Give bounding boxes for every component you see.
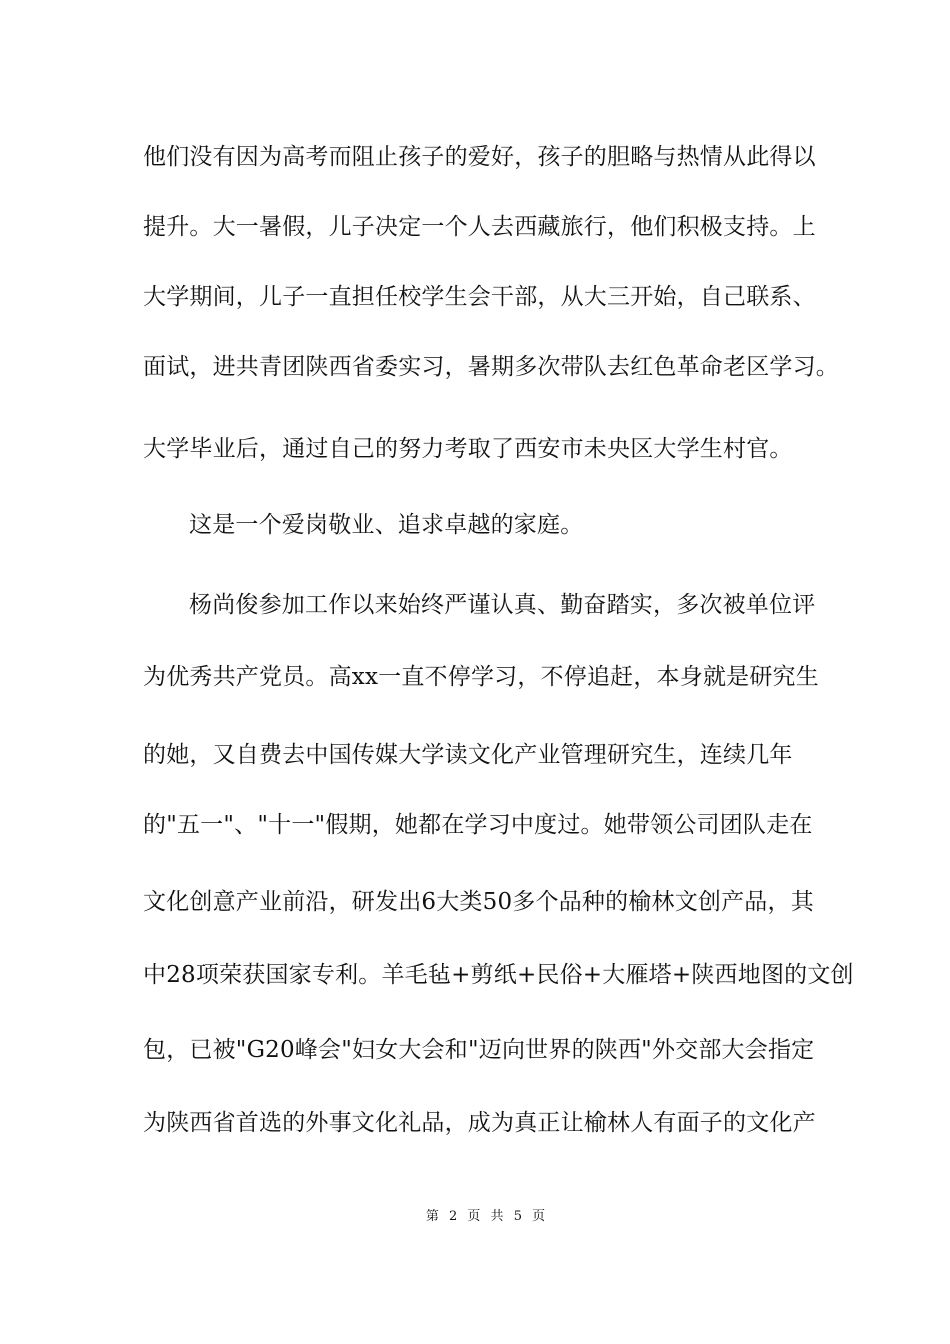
paragraph-line: 为优秀共产党员。高xx一直不停学习，不停追赶，本身就是研究生 <box>143 664 819 690</box>
paragraph-line: 大学期间，儿子一直担任校学生会干部，从大三开始，自己联系、 <box>143 284 816 310</box>
page-number-footer: 第 2 页 共 5 页 <box>425 1209 549 1224</box>
paragraph-line: 的她，又自费去中国传媒大学读文化产业管理研究生，连续几年 <box>143 742 793 768</box>
paragraph-line: 大学毕业后，通过自己的努力考取了西安市未央区大学生村官。 <box>143 436 793 462</box>
paragraph-line: 文化创意产业前沿，研发出6大类50多个品种的榆林文创产品，其 <box>143 889 814 915</box>
paragraph-line: 这是一个爱岗敬业、追求卓越的家庭。 <box>189 512 584 538</box>
paragraph-line: 中28项荣获国家专利。羊毛毡+剪纸+民俗+大雁塔+陕西地图的文创 <box>143 962 854 988</box>
paragraph-line: 为陕西省首选的外事文化礼品，成为真正让榆林人有面子的文化产 <box>143 1110 816 1136</box>
paragraph-line: 他们没有因为高考而阻止孩子的爱好，孩子的胆略与热情从此得以 <box>143 144 816 170</box>
paragraph-line: 包，已被"G20峰会"妇女大会和"迈向世界的陕西"外交部大会指定 <box>143 1037 815 1063</box>
paragraph-line: 面试，进共青团陕西省委实习，暑期多次带队去红色革命老区学习。 <box>143 354 839 380</box>
paragraph-line: 提升。大一暑假，儿子决定一个人去西藏旅行，他们积极支持。上 <box>143 214 816 240</box>
paragraph-line: 的"五一"、"十一"假期，她都在学习中度过。她带领公司团队走在 <box>143 812 813 838</box>
paragraph-line: 杨尚俊参加工作以来始终严谨认真、勤奋踏实，多次被单位评 <box>189 592 816 618</box>
